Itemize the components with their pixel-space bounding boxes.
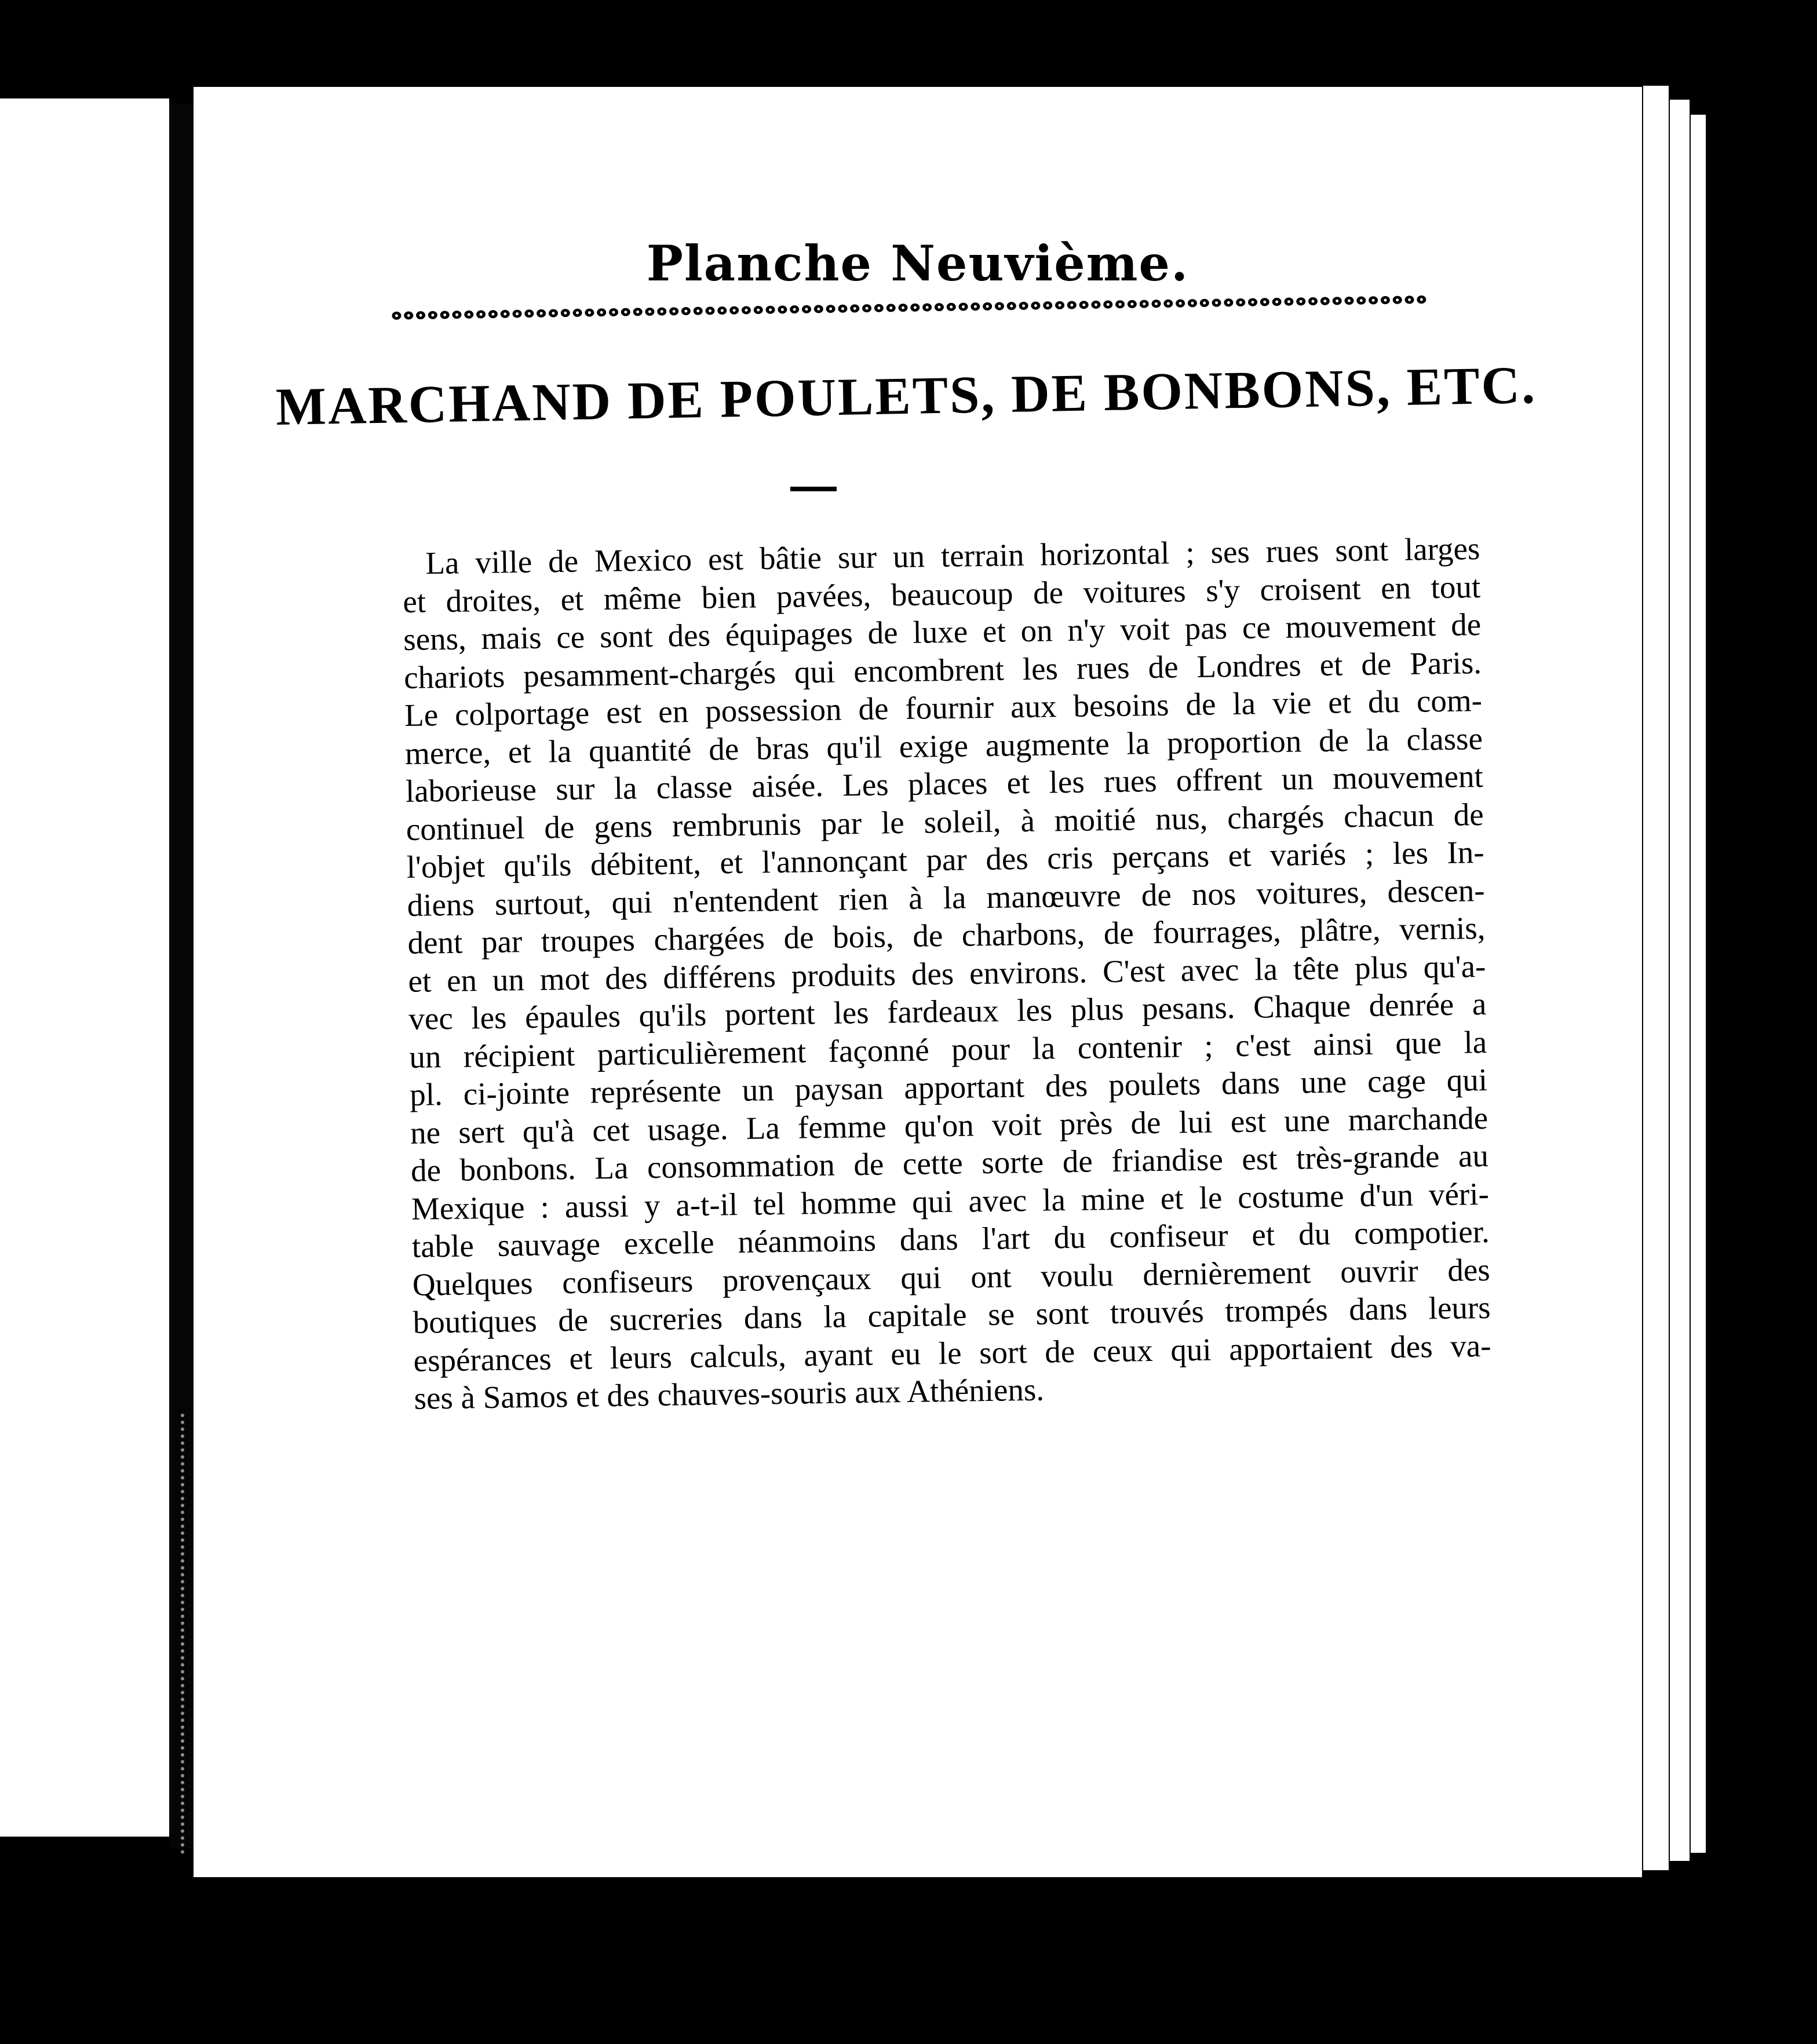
ornament-dot [765,306,775,314]
ornament-dot [1128,300,1137,308]
ornament-dot [729,306,739,315]
text-line: Quelques confiseurs provençaux qui ont voulu dernièrement ouvrir des [412,1251,1491,1302]
ornament-dot [501,310,510,318]
ornament-dot [669,307,678,315]
ornament-dot [995,302,1004,310]
ornament-dot [404,311,413,319]
page-edge [1670,100,1690,1861]
ornament-dot [440,311,450,319]
ornament-dot [922,303,932,311]
text-line: vec les épaules qu'ils portent les fardeaux les plus pesans. Chaque denrée a [408,986,1487,1036]
ornament-dot [1151,300,1161,308]
ornament-dot [1236,298,1245,306]
ornament-dot [488,310,498,318]
ornament-dot [476,310,486,318]
text-line: Mexique : aussi y a-t-il tel homme qui avec la mine et le costume d'un véri- [411,1176,1490,1227]
ornament-dot [1260,298,1269,306]
ornament-dot [1308,297,1318,305]
text-line: continuel de gens rembrunis par le soleil, à moitié nus, chargés chacun de [406,796,1484,847]
ornament-dot [524,309,534,317]
ornament-dot [1055,301,1064,309]
ornament-dot [1176,299,1185,307]
ornament-dot [1248,298,1257,306]
ornament-dot [802,305,811,313]
text-line: merce, et la quantité de bras qu'il exige augmente la proportion de la classe [404,720,1483,771]
ornament-dot [970,302,980,311]
text-line: sens, mais ce sont des équipages de luxe et on n'y voit pas ce mouvement de [403,607,1482,657]
ornament-dot [958,302,968,311]
ornament-dot [862,304,871,312]
ornament-dot [1115,300,1125,308]
book-page [194,87,1642,1877]
ornament-dot [947,303,956,311]
plate-heading: Planche Neuvième. [646,235,1190,292]
ornament-dot [1067,301,1077,309]
ornament-dot [681,307,691,315]
ornament-dot [1091,301,1100,309]
ornament-dot [898,304,907,312]
ornament-dot [1417,295,1426,304]
ornament-dot [814,305,823,313]
ornamental-rule [391,288,1428,327]
ornament-dot [416,311,425,319]
ornament-dot [754,306,763,314]
text-line: dent par troupes chargées de bois, de charbons, de fourrages, plâtre, vernis, [407,910,1486,961]
ornament-dot [1356,297,1366,305]
body-text [402,530,1492,1417]
ornament-dot [1188,299,1197,307]
ornament-dot [452,311,461,319]
ornament-dot [1272,298,1282,306]
ornament-dot [886,304,896,312]
ornament-dot [572,309,582,317]
ornament-dot [645,308,654,316]
ornament-dot [392,312,401,320]
page-edge [1643,86,1669,1870]
ornament-dot [585,308,594,316]
ornament-dot [1333,297,1342,305]
text-line: ne sert qu'à cet usage. La femme qu'on voit près de lui est une marchande [410,1100,1488,1151]
text-line: l'objet qu'ils débitent, et l'annonçant par des cris perçans et variés ; les In- [406,834,1485,885]
ornament-dot [742,306,751,314]
ornament-dot [694,307,703,315]
text-line: boutiques de sucreries dans la capitale se sont trouvés trompés dans leurs [413,1289,1491,1340]
text-line: et droites, et même bien pavées, beaucoup de voitures s'y croisent en tout [402,568,1481,619]
ornament-dot [1284,298,1293,306]
ornament-dot [1200,299,1209,307]
ornament-dot [1296,297,1305,305]
ornament-dot [609,308,618,316]
ornament-dot [717,306,727,315]
text-line: pl. ci-jointe représente un paysan apportant des poulets dans une cage qui [409,1061,1488,1112]
ornament-dot [633,308,643,316]
text-line: de bonbons. La consommation de cette sorte de friandise est très-grande au [410,1137,1489,1188]
ornament-dot [597,308,606,316]
ornament-dot [1344,297,1353,305]
ornament-dot [1079,301,1089,309]
text-line: ses à Samos et des chauves-souris aux Athéniens. [414,1371,1045,1416]
ornament-dot [549,309,558,317]
ornament-dot [838,305,847,313]
ornament-dot [1103,300,1112,308]
text-line: un récipient particulièrement façonné pour la contenir ; c'est ainsi que la [408,1024,1487,1075]
ornament-dot [826,305,835,313]
text-line: espérances et leurs calculs, ayant eu le sort de ceux qui apportaient des va- [413,1327,1491,1378]
ornament-dot [464,311,473,319]
ornament-dot [1019,302,1028,310]
ornament-dot [1393,296,1402,304]
ornament-dot [512,309,521,317]
ornament-dot [790,305,799,313]
facing-page-edge [0,98,169,1837]
ornament-dot [1043,301,1052,309]
ornament-dot [935,303,944,311]
text-line: laborieuse sur la classe aisée. Les places et les rues offrent un mouvement [405,758,1484,809]
ornament-dot [1212,298,1221,306]
ornament-dot [657,308,666,316]
ornament-dot [1404,295,1414,304]
ornament-dot [983,302,992,311]
ornament-dot [1369,296,1378,304]
short-divider [790,487,837,491]
ornament-dot [778,305,787,313]
ornament-dot [428,311,437,319]
ornament-dot [910,304,920,312]
text-line: chariots pesamment-chargés qui encombrent les rues de Londres et de Paris. [403,644,1482,695]
ornament-dot [561,309,570,317]
ornament-dot [1163,300,1173,308]
article-title: MARCHAND DE POULETS, DE BONBONS, ETC. [275,355,1537,436]
ornament-dot [1007,302,1016,310]
text-line: et en un mot des différens produits des environs. C'est avec la tête plus qu'a- [408,948,1486,999]
ornament-dot [1381,296,1390,304]
ornament-dot [621,308,630,316]
page-edge [1691,115,1706,1853]
text-line: table sauvage excelle néanmoins dans l'art du confiseur et du compotier. [411,1213,1490,1264]
text-line: La ville de Mexico est bâtie sur un terrain horizontal ; ses rues sont larges [425,531,1480,581]
ornament-dot [850,304,859,312]
ornament-dot [874,304,884,312]
ornament-dot [1140,300,1149,308]
ornament-dot [1224,298,1233,306]
ornament-dot [537,309,546,317]
text-line: Le colportage est en possession de fournir aux besoins de la vie et du com- [404,682,1483,733]
ornament-dot [1031,301,1040,309]
text-line: diens surtout, qui n'entendent rien à la manœuvre de nos voitures, descen- [407,872,1485,923]
ornament-dot [1320,297,1330,305]
ornament-dot [705,306,714,315]
